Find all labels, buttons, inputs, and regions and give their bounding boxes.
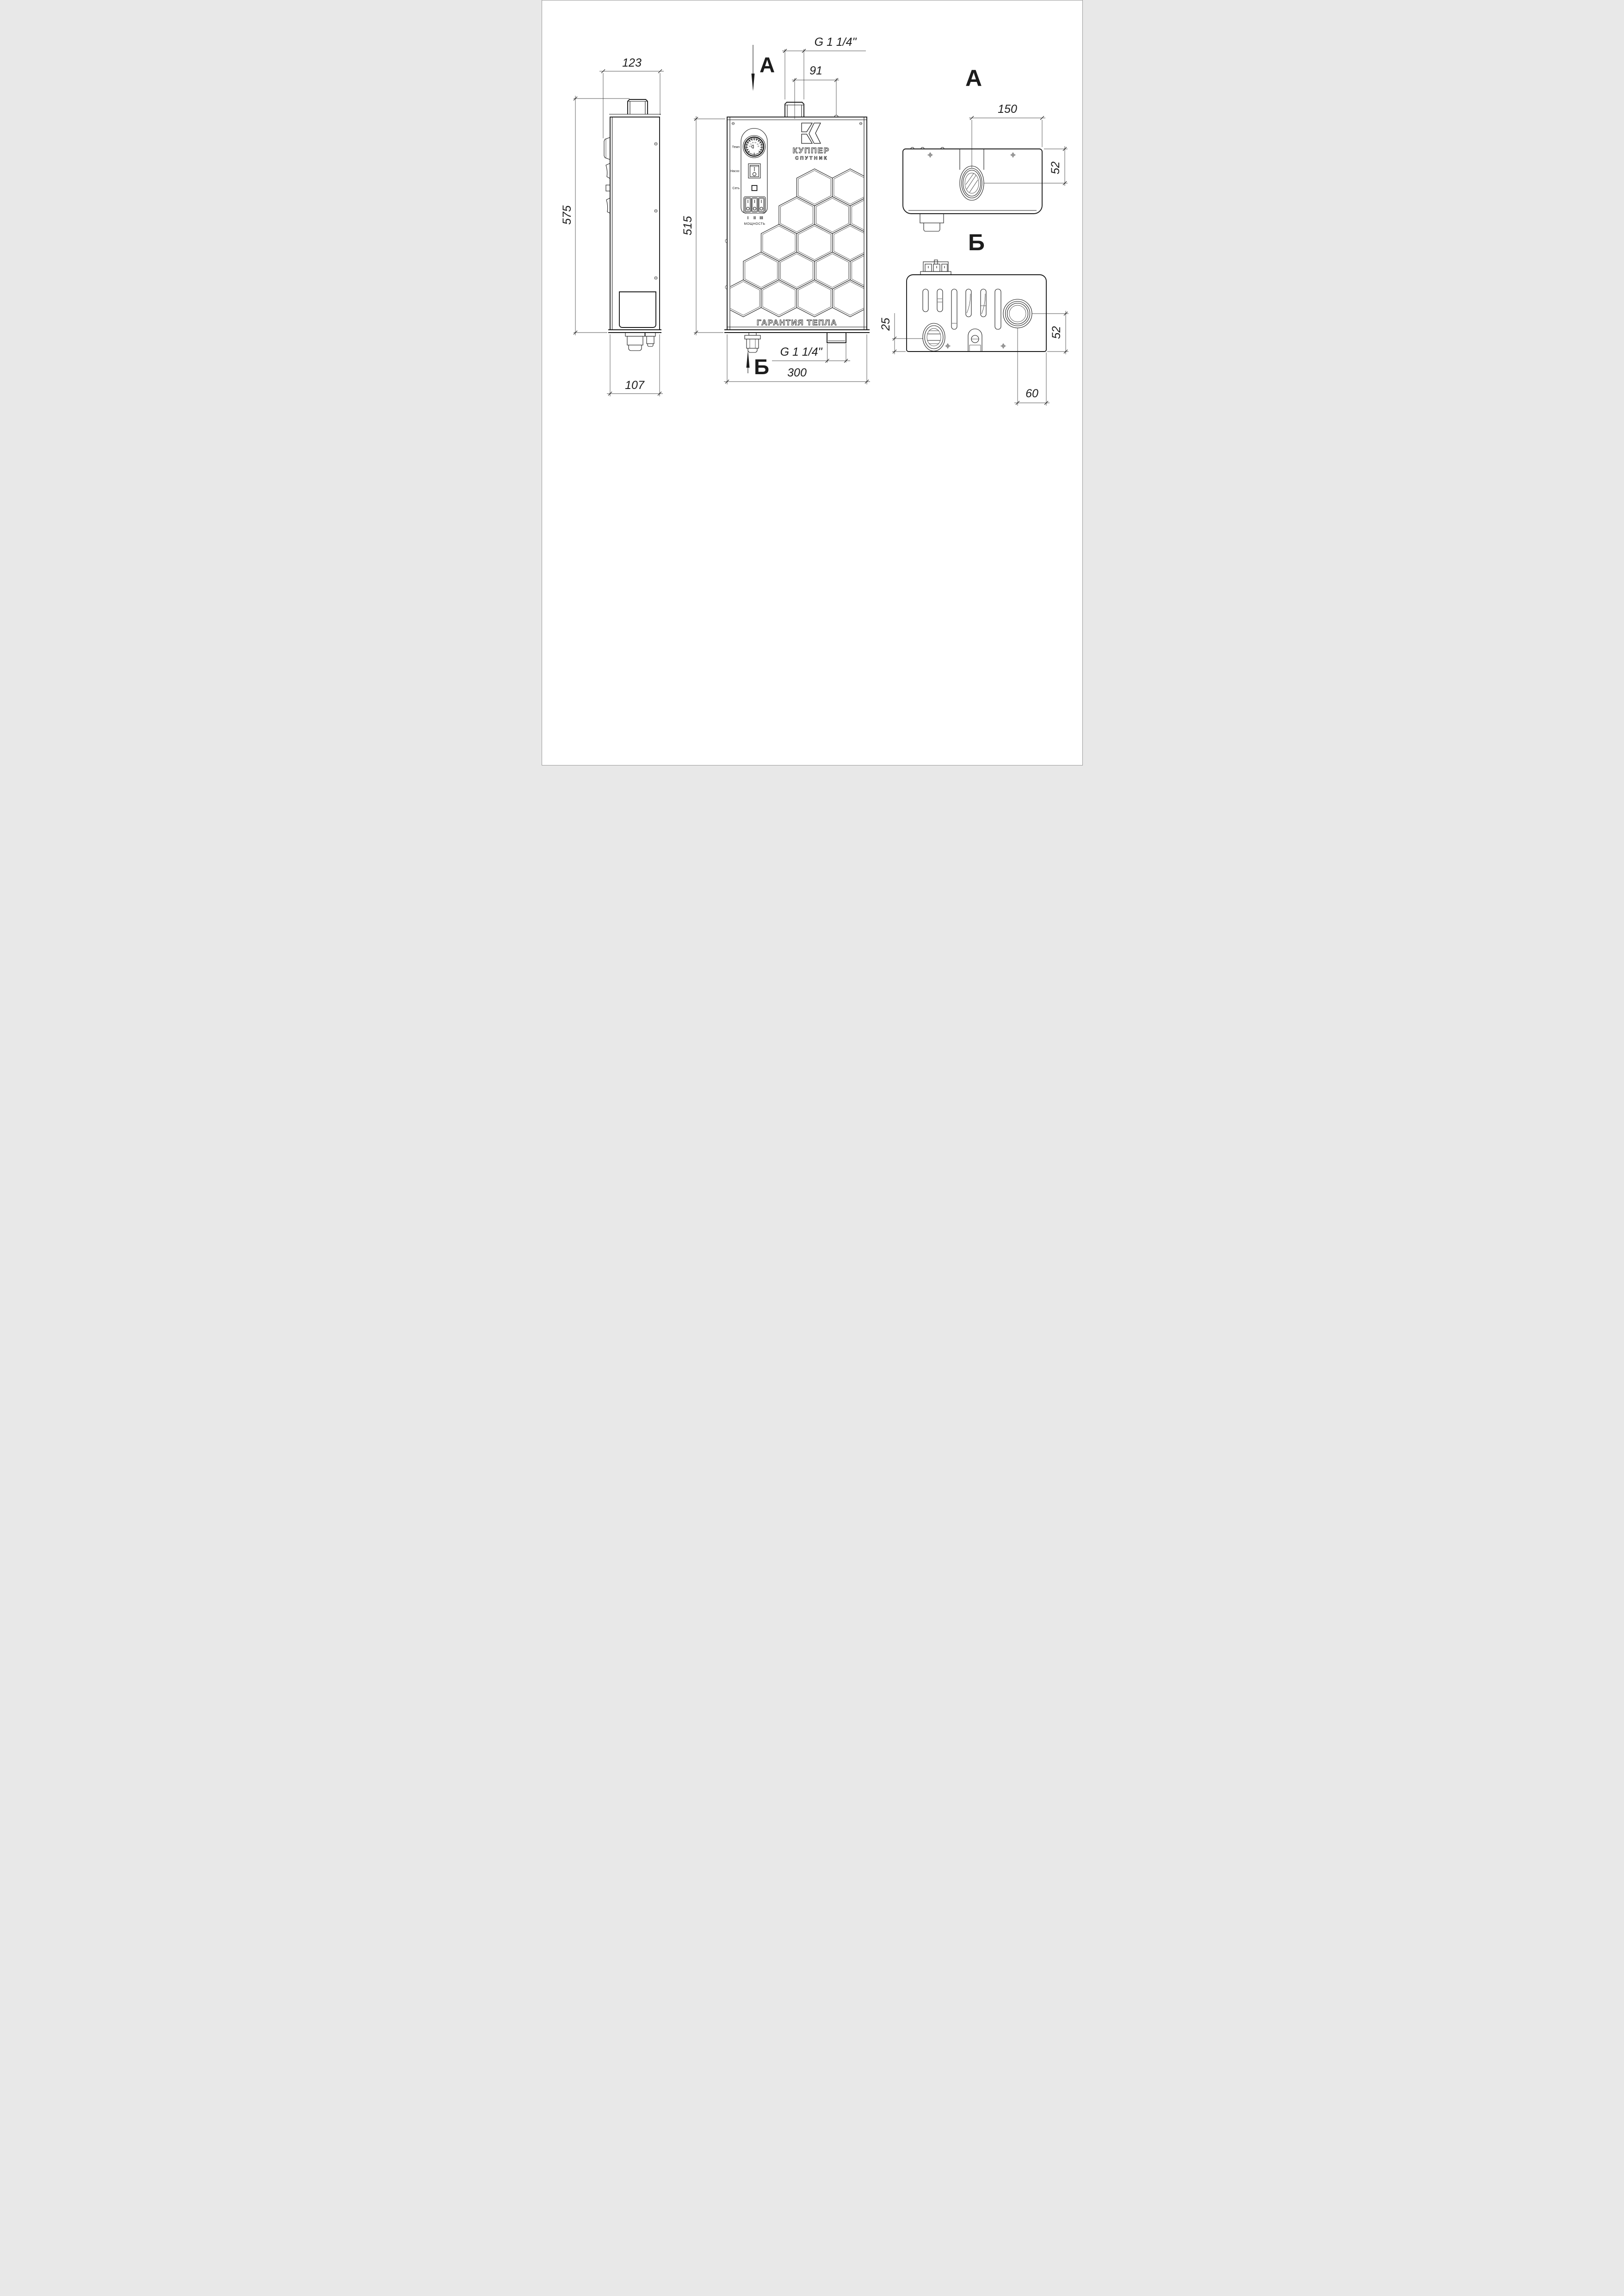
dial-num-60: 60: [752, 142, 753, 144]
mark-stage-1: I: [747, 216, 748, 220]
dim-front-width: 300: [787, 366, 807, 379]
thermostat-dial[interactable]: [743, 136, 765, 158]
dim-25: [879, 313, 923, 354]
thread-top-text: G 1 1/4": [814, 36, 856, 49]
thermostat-knob-side: [604, 137, 610, 160]
dial-num-80: 80: [749, 145, 751, 148]
slogan-text: ГАРАНТИЯ ТЕПЛА: [756, 318, 837, 327]
logo-k-icon: [802, 123, 821, 143]
control-panel: [730, 129, 767, 226]
dial-ticks: [746, 138, 763, 153]
indicator-side: [606, 185, 610, 191]
power-indicator-lamp: [752, 185, 757, 191]
mark-stage-3: III: [759, 216, 763, 220]
dim-515: [681, 116, 725, 335]
dim-60: [1014, 328, 1050, 406]
dial-num-40: 40: [756, 143, 759, 146]
rocker-lever-side: [606, 163, 610, 179]
boiler-drawing: [542, 0, 1083, 766]
side-junction-box: [619, 292, 656, 327]
bottom-view-b: [879, 229, 1068, 406]
side-bottom-fittings: [625, 333, 655, 351]
dim-150: [969, 103, 1045, 168]
bottom-cable-gland: [923, 323, 945, 351]
pump-rocker-switch[interactable]: [748, 164, 760, 178]
supply-pipe-stub: [785, 102, 804, 117]
thread-bottom-text: G 1 1/4": [780, 346, 822, 358]
dial-num-70: 70: [749, 143, 752, 146]
power-stage-switches[interactable]: [744, 197, 766, 213]
dim-side-depth-bottom: 107: [624, 379, 644, 392]
logo-model-text: СПУТНИК: [795, 156, 828, 161]
drawing-sheet: [542, 0, 1083, 765]
bottom-return-fitting: [1003, 299, 1032, 328]
dim-bottom-depth: 52: [1050, 326, 1063, 339]
label-pump: Насос: [730, 170, 740, 173]
bottom-view-screws: [945, 343, 1006, 349]
dial-num-50: 50: [754, 142, 756, 144]
dial-num-35: 35: [757, 145, 759, 148]
section-arrow-b: [746, 350, 769, 379]
dim-123: [599, 56, 664, 138]
dim-thread-bottom: [772, 344, 850, 363]
switch-lever-side: [606, 198, 610, 213]
logo-brand-text: КУППЕР: [792, 146, 830, 155]
front-view: [681, 36, 886, 384]
section-arrow-a: [751, 45, 775, 91]
top-view-screws: [927, 152, 1016, 158]
dim-52-bottom: [1032, 311, 1068, 354]
label-net: Сеть: [732, 187, 740, 190]
dim-91: [792, 64, 839, 119]
mark-stage-2: II: [753, 216, 756, 220]
dim-side-height: 575: [560, 205, 574, 225]
side-top-pipe-stub: [628, 99, 648, 114]
label-thermostat: Темп: [732, 146, 740, 149]
view-b-title: Б: [968, 229, 985, 255]
drain-boss: [968, 329, 982, 352]
top-view-a: [903, 65, 1068, 231]
cable-gland: [745, 333, 760, 352]
dim-bottom-left: 25: [879, 318, 892, 331]
dim-top-depth: 52: [1049, 161, 1062, 174]
brand-logo: [792, 123, 830, 161]
section-label-b: Б: [753, 355, 769, 379]
dim-52-top: [984, 146, 1068, 186]
dim-107: [607, 334, 663, 396]
honeycomb-pattern: [725, 169, 886, 317]
label-power-selector: МОЩНОСТЬ: [743, 222, 766, 226]
dim-bottom-span: 60: [1025, 387, 1038, 400]
side-screws: [655, 142, 657, 279]
dim-300: [724, 334, 870, 384]
view-a-title: А: [965, 65, 982, 91]
return-pipe-stub: [827, 333, 846, 343]
dim-top-span: 150: [997, 103, 1017, 116]
front-top-screws: [732, 122, 862, 124]
section-label-a: А: [759, 53, 775, 77]
side-view: [561, 56, 664, 396]
dim-front-height: 515: [681, 216, 694, 235]
terminal-block: [920, 260, 951, 275]
dim-side-depth: 123: [622, 56, 642, 69]
dim-offset-text: 91: [809, 64, 822, 77]
dial-center-slot: [751, 145, 753, 148]
top-view-junction-box: [920, 214, 944, 231]
